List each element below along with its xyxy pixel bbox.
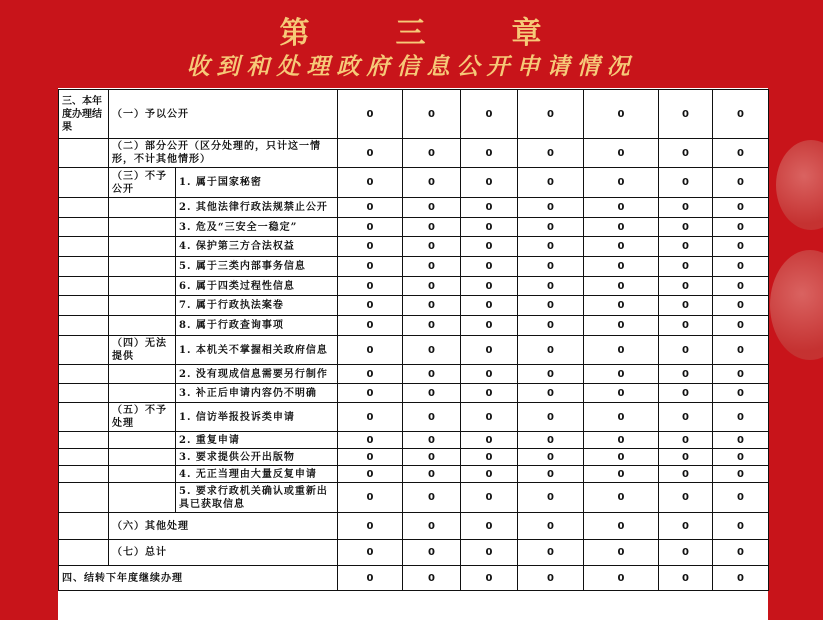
value-cell: 0 [659, 365, 713, 384]
lantern-decoration-bottom [770, 250, 823, 360]
value-cell: 0 [338, 432, 403, 449]
value-cell: 0 [584, 336, 659, 365]
value-cell: 0 [713, 90, 769, 139]
chapter-header [0, 0, 823, 88]
value-cell: 0 [338, 513, 403, 540]
table-row [59, 168, 769, 198]
row-category-label [109, 277, 176, 296]
value-cell: 0 [659, 513, 713, 540]
row-item-label: 2. 重复申请 [176, 432, 338, 449]
value-cell: 0 [584, 432, 659, 449]
row-item-label: 5. 属于三类内部事务信息 [176, 257, 338, 277]
value-cell: 0 [584, 277, 659, 296]
value-cell: 0 [403, 449, 461, 466]
value-cell: 0 [713, 237, 769, 257]
chapter-subtitle: 收到和处理政府信息公开申请情况 [186, 53, 637, 80]
value-cell: 0 [713, 365, 769, 384]
results-table [58, 89, 769, 591]
value-cell: 0 [338, 449, 403, 466]
value-cell: 0 [518, 168, 584, 198]
value-cell: 0 [584, 365, 659, 384]
value-cell: 0 [584, 466, 659, 483]
table-row [59, 237, 769, 257]
value-cell: 0 [338, 198, 403, 218]
row-section-label [59, 139, 109, 168]
carryover-label: 四、结转下年度继续办理 [59, 566, 338, 591]
value-cell: 0 [461, 168, 518, 198]
value-cell: 0 [403, 513, 461, 540]
row-item-label: 5. 要求行政机关确认或重新出具已获取信息 [176, 483, 338, 513]
value-cell: 0 [403, 90, 461, 139]
table-row [59, 513, 769, 540]
value-cell: 0 [659, 403, 713, 432]
value-cell: 0 [461, 218, 518, 237]
value-cell: 0 [403, 466, 461, 483]
row-section-label [59, 316, 109, 336]
row-section-label [59, 483, 109, 513]
row-item-label: 8. 属于行政查询事项 [176, 316, 338, 336]
value-cell: 0 [659, 237, 713, 257]
value-cell: 0 [338, 403, 403, 432]
value-cell: 0 [338, 237, 403, 257]
value-cell: 0 [659, 296, 713, 316]
value-cell: 0 [518, 513, 584, 540]
value-cell: 0 [461, 403, 518, 432]
value-cell: 0 [518, 432, 584, 449]
row-item-label: 3. 补正后申请内容仍不明确 [176, 384, 338, 403]
table-row [59, 316, 769, 336]
value-cell: 0 [461, 449, 518, 466]
value-cell: 0 [518, 139, 584, 168]
value-cell: 0 [338, 139, 403, 168]
value-cell: 0 [338, 316, 403, 336]
value-cell: 0 [403, 432, 461, 449]
chapter-char-3: 章 [511, 16, 544, 51]
value-cell: 0 [659, 277, 713, 296]
row-item-label: 6. 属于四类过程性信息 [176, 277, 338, 296]
row-category-label: （六）其他处理 [109, 513, 338, 540]
row-item-label: 2. 其他法律行政法规禁止公开 [176, 198, 338, 218]
table-row [59, 365, 769, 384]
row-category-label: （二）部分公开（区分处理的，只计这一情形，不计其他情形） [109, 139, 338, 168]
row-section-label [59, 449, 109, 466]
value-cell: 0 [518, 316, 584, 336]
table-row [59, 139, 769, 168]
value-cell: 0 [659, 466, 713, 483]
value-cell: 0 [461, 432, 518, 449]
value-cell: 0 [403, 257, 461, 277]
value-cell: 0 [713, 257, 769, 277]
value-cell: 0 [461, 365, 518, 384]
value-cell: 0 [659, 198, 713, 218]
value-cell: 0 [713, 277, 769, 296]
value-cell: 0 [403, 237, 461, 257]
value-cell: 0 [713, 466, 769, 483]
value-cell: 0 [461, 139, 518, 168]
value-cell: 0 [584, 218, 659, 237]
value-cell: 0 [659, 139, 713, 168]
value-cell: 0 [713, 384, 769, 403]
value-cell: 0 [713, 218, 769, 237]
value-cell: 0 [584, 296, 659, 316]
value-cell: 0 [403, 277, 461, 296]
row-section-label [59, 336, 109, 365]
row-section-label [59, 384, 109, 403]
value-cell: 0 [403, 336, 461, 365]
value-cell: 0 [713, 432, 769, 449]
row-item-label: 1. 本机关不掌握相关政府信息 [176, 336, 338, 365]
row-category-label: （七）总计 [109, 540, 338, 566]
value-cell: 0 [518, 365, 584, 384]
row-category-label: （五）不予处理 [109, 403, 176, 432]
value-cell: 0 [518, 483, 584, 513]
chapter-title [0, 14, 823, 54]
table-row [59, 384, 769, 403]
value-cell: 0 [518, 540, 584, 566]
row-category-label [109, 432, 176, 449]
row-section-label: 三、本年度办理结果 [59, 90, 109, 139]
value-cell: 0 [584, 483, 659, 513]
value-cell: 0 [403, 139, 461, 168]
value-cell: 0 [461, 336, 518, 365]
row-section-label [59, 296, 109, 316]
value-cell: 0 [403, 483, 461, 513]
value-cell: 0 [518, 218, 584, 237]
value-cell: 0 [518, 403, 584, 432]
row-section-label [59, 513, 109, 540]
value-cell: 0 [659, 483, 713, 513]
row-section-label [59, 237, 109, 257]
value-cell: 0 [659, 168, 713, 198]
value-cell: 0 [659, 90, 713, 139]
table-row [59, 566, 769, 591]
table-row [59, 449, 769, 466]
value-cell: 0 [403, 540, 461, 566]
row-section-label [59, 403, 109, 432]
value-cell: 0 [461, 483, 518, 513]
value-cell: 0 [461, 540, 518, 566]
value-cell: 0 [518, 566, 584, 591]
value-cell: 0 [713, 198, 769, 218]
value-cell: 0 [403, 168, 461, 198]
table-row [59, 277, 769, 296]
row-category-label: （一）予以公开 [109, 90, 338, 139]
value-cell: 0 [713, 139, 769, 168]
table-row [59, 90, 769, 139]
value-cell: 0 [403, 296, 461, 316]
value-cell: 0 [518, 237, 584, 257]
row-section-label [59, 432, 109, 449]
row-item-label: 1. 属于国家秘密 [176, 168, 338, 198]
row-section-label [59, 365, 109, 384]
value-cell: 0 [338, 540, 403, 566]
value-cell: 0 [518, 336, 584, 365]
value-cell: 0 [338, 365, 403, 384]
value-cell: 0 [338, 336, 403, 365]
row-item-label: 2. 没有现成信息需要另行制作 [176, 365, 338, 384]
value-cell: 0 [461, 513, 518, 540]
value-cell: 0 [584, 198, 659, 218]
value-cell: 0 [713, 296, 769, 316]
table-row [59, 540, 769, 566]
value-cell: 0 [338, 90, 403, 139]
value-cell: 0 [584, 384, 659, 403]
value-cell: 0 [403, 403, 461, 432]
value-cell: 0 [659, 432, 713, 449]
value-cell: 0 [659, 257, 713, 277]
table-row [59, 403, 769, 432]
chapter-char-2: 三 [395, 16, 428, 51]
value-cell: 0 [461, 316, 518, 336]
value-cell: 0 [518, 384, 584, 403]
row-item-label: 3. 危及“三安全一稳定” [176, 218, 338, 237]
value-cell: 0 [659, 540, 713, 566]
value-cell: 0 [659, 218, 713, 237]
value-cell: 0 [584, 566, 659, 591]
value-cell: 0 [713, 566, 769, 591]
value-cell: 0 [403, 384, 461, 403]
value-cell: 0 [461, 466, 518, 483]
value-cell: 0 [338, 277, 403, 296]
value-cell: 0 [403, 316, 461, 336]
value-cell: 0 [659, 316, 713, 336]
value-cell: 0 [461, 257, 518, 277]
row-category-label [109, 257, 176, 277]
lantern-decoration-top [776, 140, 823, 230]
value-cell: 0 [584, 168, 659, 198]
table-row [59, 198, 769, 218]
value-cell: 0 [659, 384, 713, 403]
value-cell: 0 [713, 316, 769, 336]
row-item-label: 7. 属于行政执法案卷 [176, 296, 338, 316]
value-cell: 0 [518, 257, 584, 277]
row-category-label [109, 316, 176, 336]
row-section-label [59, 277, 109, 296]
value-cell: 0 [584, 403, 659, 432]
value-cell: 0 [461, 566, 518, 591]
value-cell: 0 [518, 198, 584, 218]
value-cell: 0 [403, 218, 461, 237]
value-cell: 0 [338, 466, 403, 483]
value-cell: 0 [338, 384, 403, 403]
value-cell: 0 [713, 336, 769, 365]
value-cell: 0 [403, 198, 461, 218]
value-cell: 0 [461, 90, 518, 139]
row-item-label: 4. 无正当理由大量反复申请 [176, 466, 338, 483]
value-cell: 0 [713, 403, 769, 432]
value-cell: 0 [338, 257, 403, 277]
value-cell: 0 [584, 513, 659, 540]
row-category-label [109, 218, 176, 237]
table-row [59, 432, 769, 449]
table-row [59, 218, 769, 237]
value-cell: 0 [338, 168, 403, 198]
value-cell: 0 [461, 277, 518, 296]
value-cell: 0 [584, 449, 659, 466]
value-cell: 0 [338, 218, 403, 237]
chapter-char-1: 第 [279, 16, 312, 51]
value-cell: 0 [713, 540, 769, 566]
value-cell: 0 [461, 384, 518, 403]
table-row [59, 483, 769, 513]
value-cell: 0 [338, 296, 403, 316]
row-item-label: 4. 保护第三方合法权益 [176, 237, 338, 257]
row-item-label: 3. 要求提供公开出版物 [176, 449, 338, 466]
value-cell: 0 [659, 566, 713, 591]
value-cell: 0 [659, 336, 713, 365]
row-section-label [59, 168, 109, 198]
value-cell: 0 [584, 139, 659, 168]
row-section-label [59, 540, 109, 566]
row-category-label [109, 483, 176, 513]
value-cell: 0 [403, 365, 461, 384]
row-category-label [109, 237, 176, 257]
value-cell: 0 [584, 257, 659, 277]
value-cell: 0 [584, 237, 659, 257]
table-row [59, 336, 769, 365]
table-row [59, 296, 769, 316]
value-cell: 0 [518, 90, 584, 139]
value-cell: 0 [518, 466, 584, 483]
value-cell: 0 [713, 449, 769, 466]
table-row [59, 466, 769, 483]
value-cell: 0 [461, 296, 518, 316]
row-section-label [59, 218, 109, 237]
value-cell: 0 [338, 566, 403, 591]
row-category-label [109, 466, 176, 483]
row-category-label [109, 365, 176, 384]
row-section-label [59, 198, 109, 218]
value-cell: 0 [713, 513, 769, 540]
value-cell: 0 [461, 198, 518, 218]
table-row [59, 257, 769, 277]
row-category-label [109, 296, 176, 316]
row-category-label: （三）不予公开 [109, 168, 176, 198]
value-cell: 0 [659, 449, 713, 466]
row-category-label [109, 449, 176, 466]
value-cell: 0 [584, 90, 659, 139]
value-cell: 0 [713, 168, 769, 198]
row-category-label [109, 198, 176, 218]
value-cell: 0 [338, 483, 403, 513]
value-cell: 0 [518, 449, 584, 466]
row-item-label: 1. 信访举报投诉类申请 [176, 403, 338, 432]
value-cell: 0 [403, 566, 461, 591]
value-cell: 0 [518, 277, 584, 296]
value-cell: 0 [518, 296, 584, 316]
row-section-label [59, 257, 109, 277]
row-category-label [109, 384, 176, 403]
row-section-label [59, 466, 109, 483]
row-category-label: （四）无法提供 [109, 336, 176, 365]
value-cell: 0 [584, 540, 659, 566]
value-cell: 0 [461, 237, 518, 257]
value-cell: 0 [713, 483, 769, 513]
value-cell: 0 [584, 316, 659, 336]
